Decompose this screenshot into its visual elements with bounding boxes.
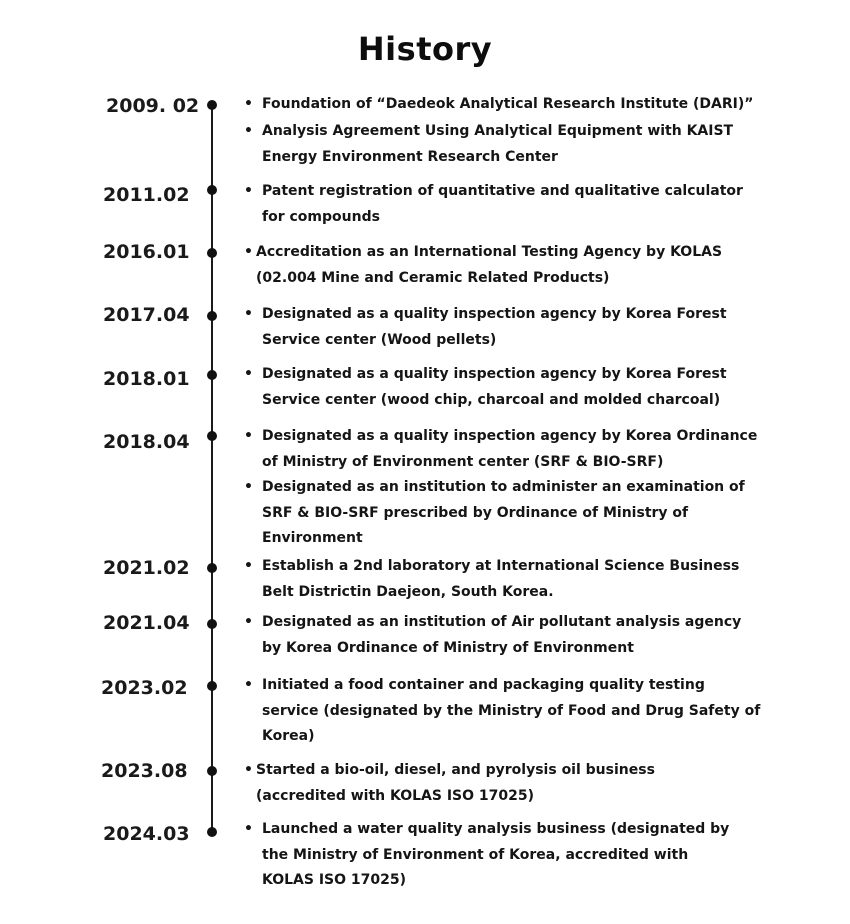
entry-year: 2023.08 — [101, 760, 188, 782]
page-title: History — [357, 30, 493, 68]
entry-item — [244, 302, 764, 353]
timeline-dot — [207, 766, 217, 776]
entry-item-text: Accreditation as an International Testing Agency by KOLAS (02.004 Mine and Ceramic Related Products) — [256, 244, 723, 286]
bullet-icon: • — [244, 244, 253, 260]
timeline-dot — [207, 827, 217, 837]
entry-item-text: Foundation of “Daedeok Analytical Research Institute (DARI)” — [262, 96, 754, 112]
entry-item-text: Establish a 2nd laboratory at International Science Business Belt Districtin Daejeon, South Korea. — [262, 558, 740, 600]
bullet-icon: • — [244, 821, 253, 837]
entry-item-text: Started a bio-oil, diesel, and pyrolysis oil business (accredited with KOLAS ISO 17025) — [256, 762, 655, 804]
timeline-dot — [207, 248, 217, 258]
entry-item — [244, 673, 764, 750]
entry-year: 2018.01 — [103, 368, 190, 390]
bullet-icon: • — [244, 183, 253, 199]
entry-year: 2023.02 — [101, 677, 188, 699]
bullet-icon: • — [244, 366, 253, 382]
entry-year: 2016.01 — [103, 241, 190, 263]
bullet-icon: • — [244, 479, 253, 495]
entry-item — [244, 424, 764, 475]
entry-year: 2017.04 — [103, 304, 190, 326]
bullet-icon: • — [244, 96, 253, 112]
timeline-dot — [207, 563, 217, 573]
bullet-icon: • — [244, 762, 253, 778]
entry-item-text: Analysis Agreement Using Analytical Equipment with KAIST Energy Environment Research Center — [262, 123, 734, 165]
entry-item-text: Launched a water quality analysis business (designated by the Ministry of Environment of Korea, accredited with KOLAS ISO 17025) — [262, 821, 730, 888]
entry-year: 2011.02 — [103, 184, 190, 206]
bullet-icon: • — [244, 123, 253, 139]
timeline-dot — [207, 431, 217, 441]
bullet-icon: • — [244, 428, 253, 444]
bullet-icon: • — [244, 558, 253, 574]
timeline-dot — [207, 681, 217, 691]
entry-item-text: Designated as a quality inspection agency by Korea Forest Service center (Wood pellets) — [262, 306, 727, 348]
entry-item — [244, 119, 764, 170]
timeline-dot — [207, 370, 217, 380]
entry-item-text: Designated as an institution to administer an examination of SRF & BIO-SRF prescribed by Ordinance of Ministry of Environment — [262, 479, 745, 546]
entry-item — [244, 179, 764, 230]
entry-year: 2021.02 — [103, 557, 190, 579]
entry-item — [244, 240, 764, 291]
entry-item — [244, 758, 764, 809]
entry-item — [244, 475, 764, 552]
timeline-dot — [207, 311, 217, 321]
entry-item-text: Designated as a quality inspection agency by Korea Forest Service center (wood chip, charcoal and molded charcoal) — [262, 366, 727, 408]
entry-item — [244, 362, 764, 413]
entry-item-text: Initiated a food container and packaging quality testing service (designated by the Ministry of Food and Drug Safety of Korea) — [262, 677, 761, 744]
entry-item — [244, 92, 764, 118]
entry-item — [244, 610, 764, 661]
entry-item — [244, 554, 764, 605]
entry-item-text: Designated as an institution of Air pollutant analysis agency by Korea Ordinance of Ministry of Environment — [262, 614, 742, 656]
entry-item-text: Patent registration of quantitative and qualitative calculator for compounds — [262, 183, 743, 225]
entry-year: 2024.03 — [103, 823, 190, 845]
timeline-dot — [207, 619, 217, 629]
timeline-dot — [207, 100, 217, 110]
entry-year: 2021.04 — [103, 612, 190, 634]
entry-item-text: Designated as a quality inspection agency by Korea Ordinance of Ministry of Environment center (SRF & BIO-SRF) — [262, 428, 758, 470]
bullet-icon: • — [244, 677, 253, 693]
bullet-icon: • — [244, 306, 253, 322]
entry-year: 2009. 02 — [106, 95, 200, 117]
timeline-dot — [207, 185, 217, 195]
timeline-line — [211, 106, 213, 833]
entry-year: 2018.04 — [103, 431, 190, 453]
bullet-icon: • — [244, 614, 253, 630]
entry-item — [244, 817, 764, 894]
